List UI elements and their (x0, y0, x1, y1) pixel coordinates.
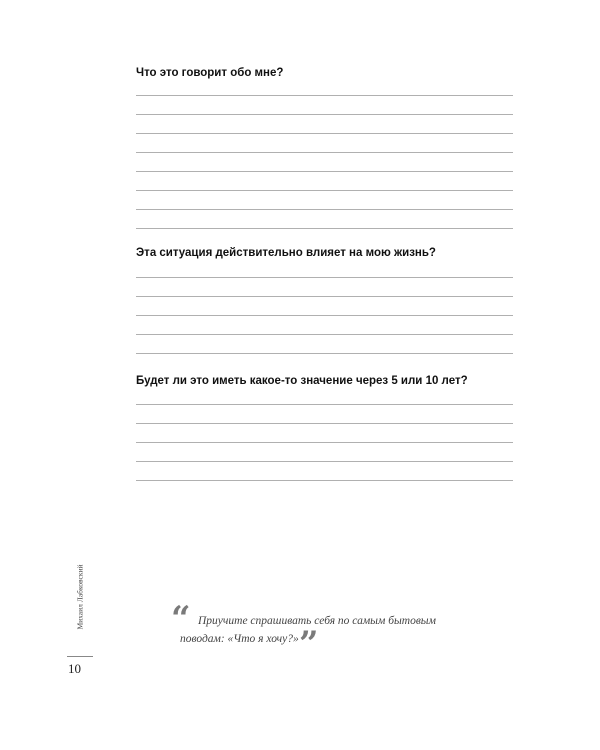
answer-line[interactable] (136, 480, 513, 481)
answer-line[interactable] (136, 353, 513, 354)
footer-divider (67, 656, 93, 657)
answer-line[interactable] (136, 114, 513, 115)
answer-line[interactable] (136, 95, 513, 96)
answer-line[interactable] (136, 442, 513, 443)
answer-line[interactable] (136, 404, 513, 405)
quote-text-line-1: Приучите спрашивать себя по самым бытовым (198, 615, 436, 627)
question-matter-in-5-or-10-years: Будет ли это иметь какое-то значение через 5 или 10 лет? (136, 375, 468, 387)
answer-line[interactable] (136, 228, 513, 229)
close-quote-icon: ” (299, 624, 319, 664)
quote-text-line-2: поводам: «Что я хочу?» (180, 633, 299, 645)
question-what-it-says-about-me: Что это говорит обо мне? (136, 67, 284, 79)
answer-line[interactable] (136, 334, 513, 335)
page-number: 10 (68, 661, 81, 676)
answer-line[interactable] (136, 133, 513, 134)
answer-line[interactable] (136, 296, 513, 297)
answer-line[interactable] (136, 209, 513, 210)
answer-line[interactable] (136, 152, 513, 153)
running-author-name: Михаил Лабковский (75, 564, 85, 630)
answer-line[interactable] (136, 190, 513, 191)
open-quote-icon: “ (171, 599, 191, 639)
answer-line[interactable] (136, 171, 513, 172)
question-affects-my-life: Эта ситуация действительно влияет на мою жизнь? (136, 247, 436, 259)
answer-line[interactable] (136, 277, 513, 278)
answer-line[interactable] (136, 423, 513, 424)
answer-line[interactable] (136, 315, 513, 316)
answer-line[interactable] (136, 461, 513, 462)
